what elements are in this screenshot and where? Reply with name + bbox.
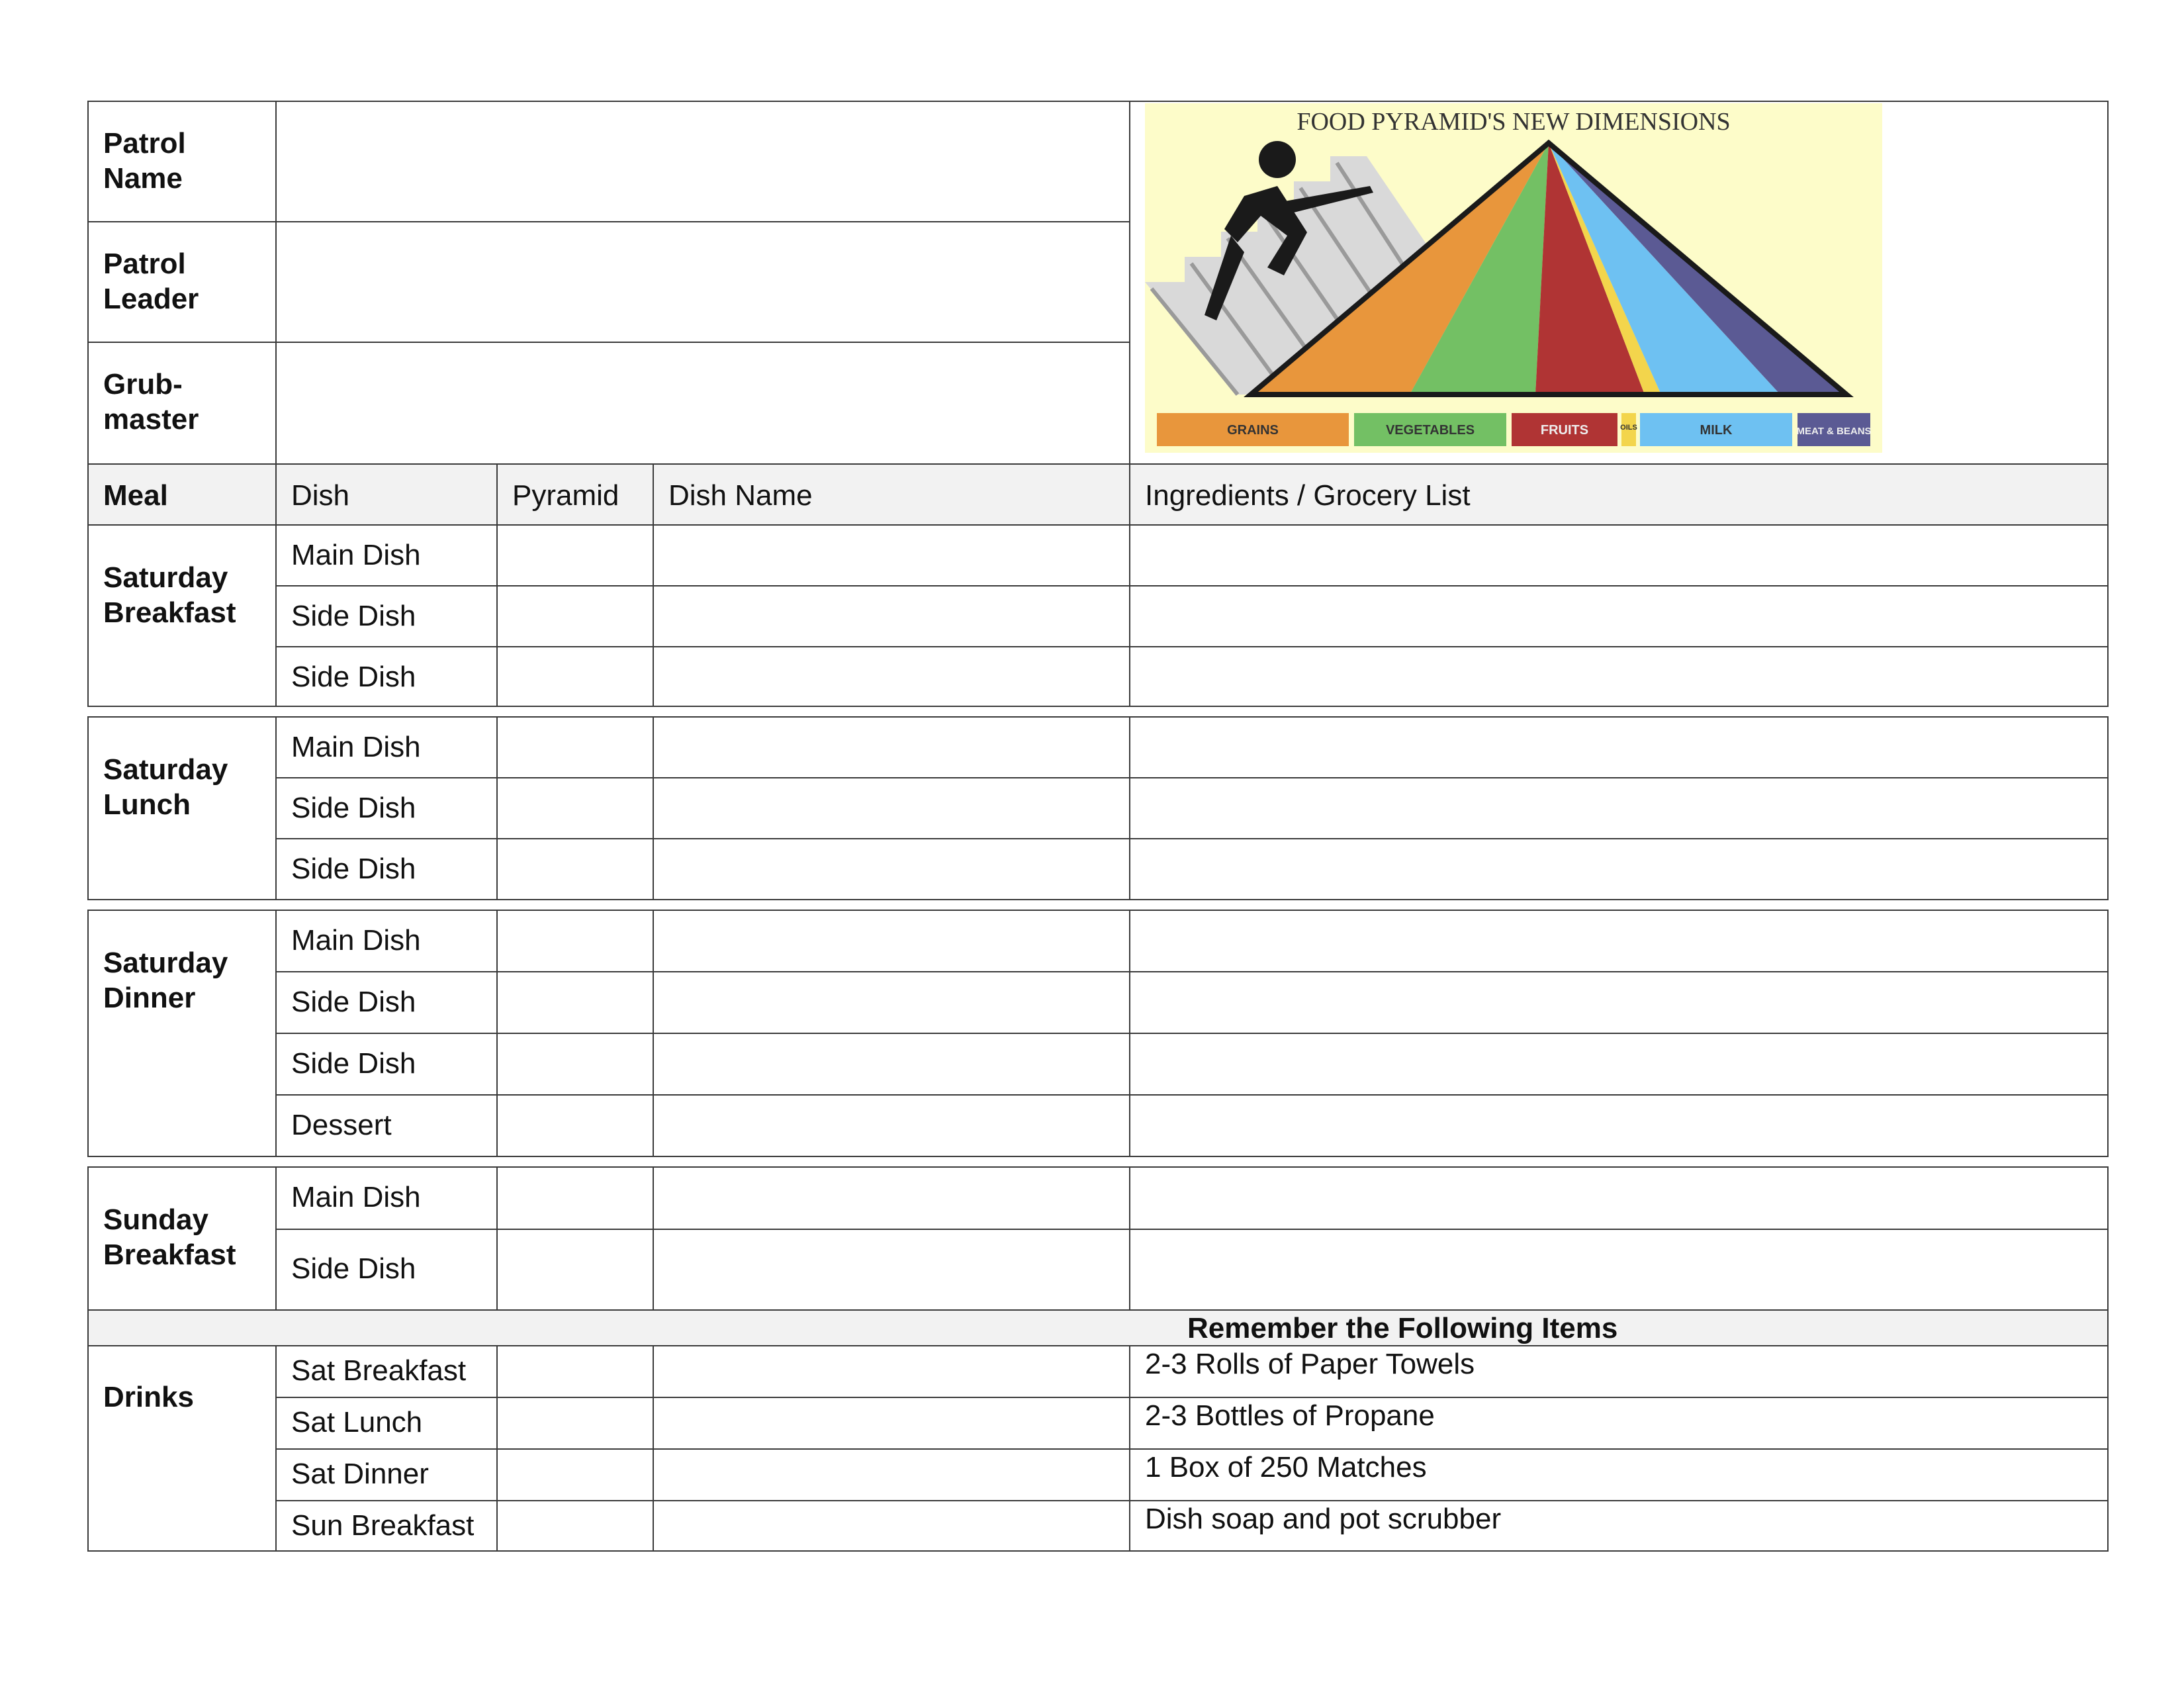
dish-name-cell[interactable] bbox=[653, 1033, 1130, 1096]
dish-label: Side Dish bbox=[291, 792, 416, 824]
reminder-cell bbox=[1129, 1345, 2109, 1398]
patrol-leader-field[interactable] bbox=[275, 221, 1130, 343]
remember-header bbox=[87, 1309, 2109, 1346]
col-meal-label: Meal bbox=[103, 479, 168, 512]
dish-label: Side Dish bbox=[291, 600, 416, 632]
dish-label: Side Dish bbox=[291, 1047, 416, 1080]
reminder-item: Dish soap and pot scrubber bbox=[1145, 1503, 1502, 1535]
dish-cell bbox=[275, 777, 498, 839]
col-header-ingredients bbox=[1129, 463, 2109, 526]
ingredients-cell[interactable] bbox=[1129, 524, 2109, 586]
col-ingredients-label: Ingredients / Grocery List bbox=[1145, 479, 1471, 512]
ingredients-cell[interactable] bbox=[1129, 910, 2109, 972]
pyramid-cell[interactable] bbox=[496, 777, 654, 839]
dish-name-cell[interactable] bbox=[653, 1229, 1130, 1311]
drink-label: Sat Lunch bbox=[291, 1406, 423, 1438]
col-dish-label: Dish bbox=[291, 479, 350, 512]
dish-cell bbox=[275, 838, 498, 900]
patrol-name-field[interactable] bbox=[275, 101, 1130, 222]
svg-text:MEAT & BEANS: MEAT & BEANS bbox=[1796, 426, 1872, 437]
meal-label-sun-breakfast: Sunday Breakfast bbox=[103, 1203, 236, 1271]
col-header-pyramid bbox=[496, 463, 654, 526]
dish-name-cell[interactable] bbox=[653, 646, 1130, 707]
dish-label: Dessert bbox=[291, 1109, 392, 1141]
meal-label-sat-dinner: Saturday Dinner bbox=[103, 947, 228, 1014]
dish-name-cell[interactable] bbox=[653, 1094, 1130, 1157]
dish-cell bbox=[275, 971, 498, 1034]
pyramid-cell[interactable] bbox=[496, 646, 654, 707]
remember-title: Remember the Following Items bbox=[1187, 1312, 1618, 1344]
meal-label-sat-breakfast: Saturday Breakfast bbox=[103, 561, 236, 629]
meal-cell-sat-dinner bbox=[87, 910, 277, 1157]
dish-name-cell[interactable] bbox=[653, 1345, 1130, 1398]
reminder-cell bbox=[1129, 1500, 2109, 1552]
ingredients-cell[interactable] bbox=[1129, 1094, 2109, 1157]
svg-text:MILK: MILK bbox=[1700, 423, 1733, 438]
dish-label: Side Dish bbox=[291, 1252, 416, 1285]
dish-cell bbox=[275, 716, 498, 778]
pyramid-cell[interactable] bbox=[496, 838, 654, 900]
pyramid-cell[interactable] bbox=[496, 910, 654, 972]
grubmaster-label: Grub-master bbox=[103, 368, 199, 436]
drink-cell bbox=[275, 1397, 498, 1450]
meal-cell-sun-breakfast bbox=[87, 1166, 277, 1311]
ingredients-cell[interactable] bbox=[1129, 971, 2109, 1034]
dish-cell bbox=[275, 910, 498, 972]
ingredients-cell[interactable] bbox=[1129, 838, 2109, 900]
dish-cell bbox=[275, 1033, 498, 1096]
pyramid-cell[interactable] bbox=[496, 1094, 654, 1157]
dish-name-cell[interactable] bbox=[653, 1397, 1130, 1450]
dish-name-cell[interactable] bbox=[653, 971, 1130, 1034]
pyramid-cell[interactable] bbox=[496, 1033, 654, 1096]
pyramid-cell[interactable] bbox=[496, 971, 654, 1034]
dish-label: Side Dish bbox=[291, 986, 416, 1018]
pyramid-cell[interactable] bbox=[496, 1345, 654, 1398]
patrol-name-label: Patrol Name bbox=[103, 127, 186, 195]
meal-label-sat-lunch: Saturday Lunch bbox=[103, 753, 228, 821]
dish-label: Main Dish bbox=[291, 731, 421, 763]
col-header-dish bbox=[275, 463, 498, 526]
dish-name-cell[interactable] bbox=[653, 1500, 1130, 1552]
dish-label: Main Dish bbox=[291, 1181, 421, 1213]
dish-name-cell[interactable] bbox=[653, 1166, 1130, 1230]
ingredients-cell[interactable] bbox=[1129, 716, 2109, 778]
drinks-label: Drinks bbox=[103, 1381, 194, 1413]
drinks-cell bbox=[87, 1345, 277, 1552]
drink-cell bbox=[275, 1500, 498, 1552]
pyramid-cell[interactable] bbox=[496, 524, 654, 586]
ingredients-cell[interactable] bbox=[1129, 1166, 2109, 1230]
reminder-cell bbox=[1129, 1397, 2109, 1450]
ingredients-cell[interactable] bbox=[1129, 1033, 2109, 1096]
col-header-dish-name bbox=[653, 463, 1130, 526]
pyramid-cell[interactable] bbox=[496, 1229, 654, 1311]
grubmaster-label-cell bbox=[87, 342, 277, 465]
grubmaster-field[interactable] bbox=[275, 342, 1130, 465]
reminder-item: 2-3 Rolls of Paper Towels bbox=[1145, 1348, 1475, 1380]
dish-name-cell[interactable] bbox=[653, 777, 1130, 839]
pyramid-cell[interactable] bbox=[496, 716, 654, 778]
dish-name-cell[interactable] bbox=[653, 524, 1130, 586]
dish-cell bbox=[275, 1094, 498, 1157]
dish-label: Main Dish bbox=[291, 539, 421, 571]
drink-label: Sun Breakfast bbox=[291, 1509, 475, 1542]
dish-cell bbox=[275, 524, 498, 586]
pyramid-cell[interactable] bbox=[496, 1448, 654, 1501]
dish-cell bbox=[275, 585, 498, 647]
patrol-leader-label-cell bbox=[87, 221, 277, 343]
col-header-meal bbox=[87, 463, 277, 526]
dish-name-cell[interactable] bbox=[653, 716, 1130, 778]
drink-label: Sat Breakfast bbox=[291, 1354, 467, 1387]
reminder-item: 2-3 Bottles of Propane bbox=[1145, 1399, 1435, 1432]
reminder-item: 1 Box of 250 Matches bbox=[1145, 1451, 1427, 1483]
ingredients-cell[interactable] bbox=[1129, 1229, 2109, 1311]
drink-label: Sat Dinner bbox=[291, 1458, 429, 1490]
dish-cell bbox=[275, 1229, 498, 1311]
pyramid-cell[interactable] bbox=[496, 1166, 654, 1230]
dish-name-cell[interactable] bbox=[653, 910, 1130, 972]
ingredients-cell[interactable] bbox=[1129, 646, 2109, 707]
food-pyramid-image bbox=[1145, 103, 1882, 453]
patrol-name-label-cell bbox=[87, 101, 277, 222]
dish-name-cell[interactable] bbox=[653, 838, 1130, 900]
svg-text:FRUITS: FRUITS bbox=[1540, 423, 1589, 438]
dish-label: Main Dish bbox=[291, 924, 421, 957]
meal-cell-sat-lunch bbox=[87, 716, 277, 900]
drink-cell bbox=[275, 1345, 498, 1398]
svg-text:GRAINS: GRAINS bbox=[1227, 423, 1279, 438]
col-pyramid-label: Pyramid bbox=[512, 479, 619, 512]
dish-name-cell[interactable] bbox=[653, 1448, 1130, 1501]
svg-text:VEGETABLES: VEGETABLES bbox=[1385, 423, 1475, 438]
pyramid-title: FOOD PYRAMID'S NEW DIMENSIONS bbox=[1297, 108, 1731, 136]
dish-cell bbox=[275, 646, 498, 707]
svg-text:OILS: OILS bbox=[1620, 424, 1637, 432]
meal-cell-sat-breakfast bbox=[87, 524, 277, 707]
ingredients-cell[interactable] bbox=[1129, 585, 2109, 647]
dish-name-cell[interactable] bbox=[653, 585, 1130, 647]
pyramid-cell[interactable] bbox=[496, 1500, 654, 1552]
pyramid-legend bbox=[1157, 413, 1872, 446]
dish-label: Side Dish bbox=[291, 661, 416, 693]
pyramid-image-cell bbox=[1129, 101, 2109, 465]
drink-cell bbox=[275, 1448, 498, 1501]
col-dish-name-label: Dish Name bbox=[668, 479, 813, 512]
patrol-leader-label: Patrol Leader bbox=[103, 248, 199, 315]
dish-label: Side Dish bbox=[291, 853, 416, 885]
reminder-cell bbox=[1129, 1448, 2109, 1501]
pyramid-cell[interactable] bbox=[496, 1397, 654, 1450]
ingredients-cell[interactable] bbox=[1129, 777, 2109, 839]
dish-cell bbox=[275, 1166, 498, 1230]
pyramid-cell[interactable] bbox=[496, 585, 654, 647]
